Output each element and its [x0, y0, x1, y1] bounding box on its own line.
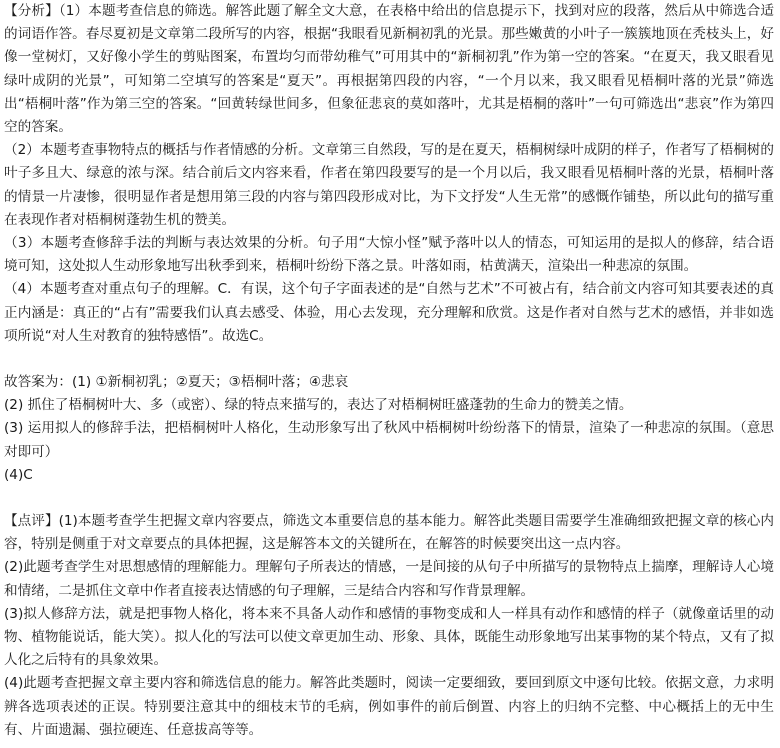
analysis-paragraph-4: （4）本题考查对重点句子的理解。C．有误，这个句子字面表述的是“自然与艺术”不可被占有，结合前文内容可知其要表述的真正内涵是：真正的“占有”需要我们认真去感受、体验，用心去发现，充分理解和欣赏。这是作者对自然与艺术的感悟，并非如选项所说“对人生对教育的独特感悟”。故选C。: [4, 281, 774, 344]
comment-paragraph-3: (3)拟人修辞方法，就是把事物人格化，将本来不具备人动作和感情的事物变成和人一样具有动作和感情的样子（就像童话里的动物、植物能说话，能大笑）。拟人化的写法可以使文章更加生动、形象、具体，既能生动形象地写出某事物的某个特点，又有了拟人化之后特有的具象效果。: [4, 605, 774, 669]
answer-line-1: 故答案为：(1) ①新桐初乳；②夏天；③梧桐叶落；④悲哀: [4, 374, 349, 391]
answer-line-2: (2) 抓住了梧桐树叶大、多（或密）、绿的特点来描写的，表达了对梧桐树旺盛蓬勃的生命力的赞美之情。: [4, 397, 633, 414]
section-gap: [4, 348, 774, 371]
analysis-paragraph-3: （3）本题考查修辞手法的判断与表达效果的分析。句子用“大惊小怪”赋予落叶以人的情态，可知运用的是拟人的修辞，结合语境可知，这处拟人生动形象地写出秋季到来，梧桐叶纷纷下落之景。叶落如雨，枯黄满天，渲染出一种悲凉的氛围。: [4, 235, 774, 275]
comment-paragraph-2: (2)此题考查学生对思想感情的理解能力。理解句子所表达的情感，一是间接的从句子中所描写的景物特点上揣摩，理解诗人心境和情绪，二是抓住文章中作者直接表达情感的句子理解，三是结合内容和写作背景理解。: [4, 559, 774, 599]
answer-line-4: (4)C: [4, 466, 33, 483]
section-gap: [4, 487, 774, 510]
analysis-paragraph-2: （2）本题考查事物特点的概括与作者情感的分析。文章第三自然段，写的是在夏天，梧桐树绿叶成阴的样子，作者写了梧桐树的叶子多且大、绿意的浓与深。结合前后文内容来看，作者在第四段要写的是一个月以后，我又眼看见梧桐叶落的光景，梧桐叶落的情景一片凄惨，很明显作者是想用第三段的内容与第四段形成对比，为下文抒发“人生无常”的感慨作铺垫，所以此句的描写重在表现作者对梧桐树蓬勃生机的赞美。: [4, 142, 774, 228]
comment-paragraph-1: 【点评】(1)本题考查学生把握文章内容要点，筛选文本重要信息的基本能力。解答此类题目需要学生准确细致把握文章的核心内容，特别是侧重于对文章要点的具体把握，这是解答本文的关键所在，在解答的时候要突出这一点内容。: [4, 513, 774, 553]
analysis-paragraph-1: 【分析】（1）本题考查信息的筛选。解答此题了解全文大意，在表格中给出的信息提示下，找到对应的段落，然后从中筛选合适的词语作答。春尽夏初是文章第二段所写的内容，根据“我眼看见新桐初乳的光景。那些嫩黄的小叶子一簇簇地顶在秃枝头上，好像一堂树灯，又好像小学生的剪贴图案，布置均匀而带幼稚气”可用其中的“新桐初乳”作为第一空的答案。“在夏天，我又眼看见绿叶成阴的光景”，可知第二空填写的答案是“夏天”。再根据第四段的内容，“一个月以来，我又眼看见梧桐叶落的光景”筛选出“梧桐叶落”作为第三空的答案。“回黄转绿世间多，但象征悲哀的莫如落叶，尤其是梧桐的落叶”一句可筛选出“悲哀”作为第四空的答案。: [4, 3, 774, 136]
answer-line-3: (3) 运用拟人的修辞手法，把梧桐树叶人格化，生动形象写出了秋风中梧桐树叶纷纷落下的情景，渲染了一种悲凉的氛围。（意思对即可）: [4, 420, 774, 460]
comment-paragraph-4: (4)此题考查把握文章主要内容和筛选信息的能力。解答此类题时，阅读一定要细致，要回到原文中逐句比较。依据文意，力求明辨各选项表述的正误。特别要注意其中的细枝末节的毛病，例如事件的前后倒置、内容上的归纳不完整、中心概括上的无中生有、片面遗漏、强拉硬连、任意拔高等等。: [4, 675, 774, 738]
